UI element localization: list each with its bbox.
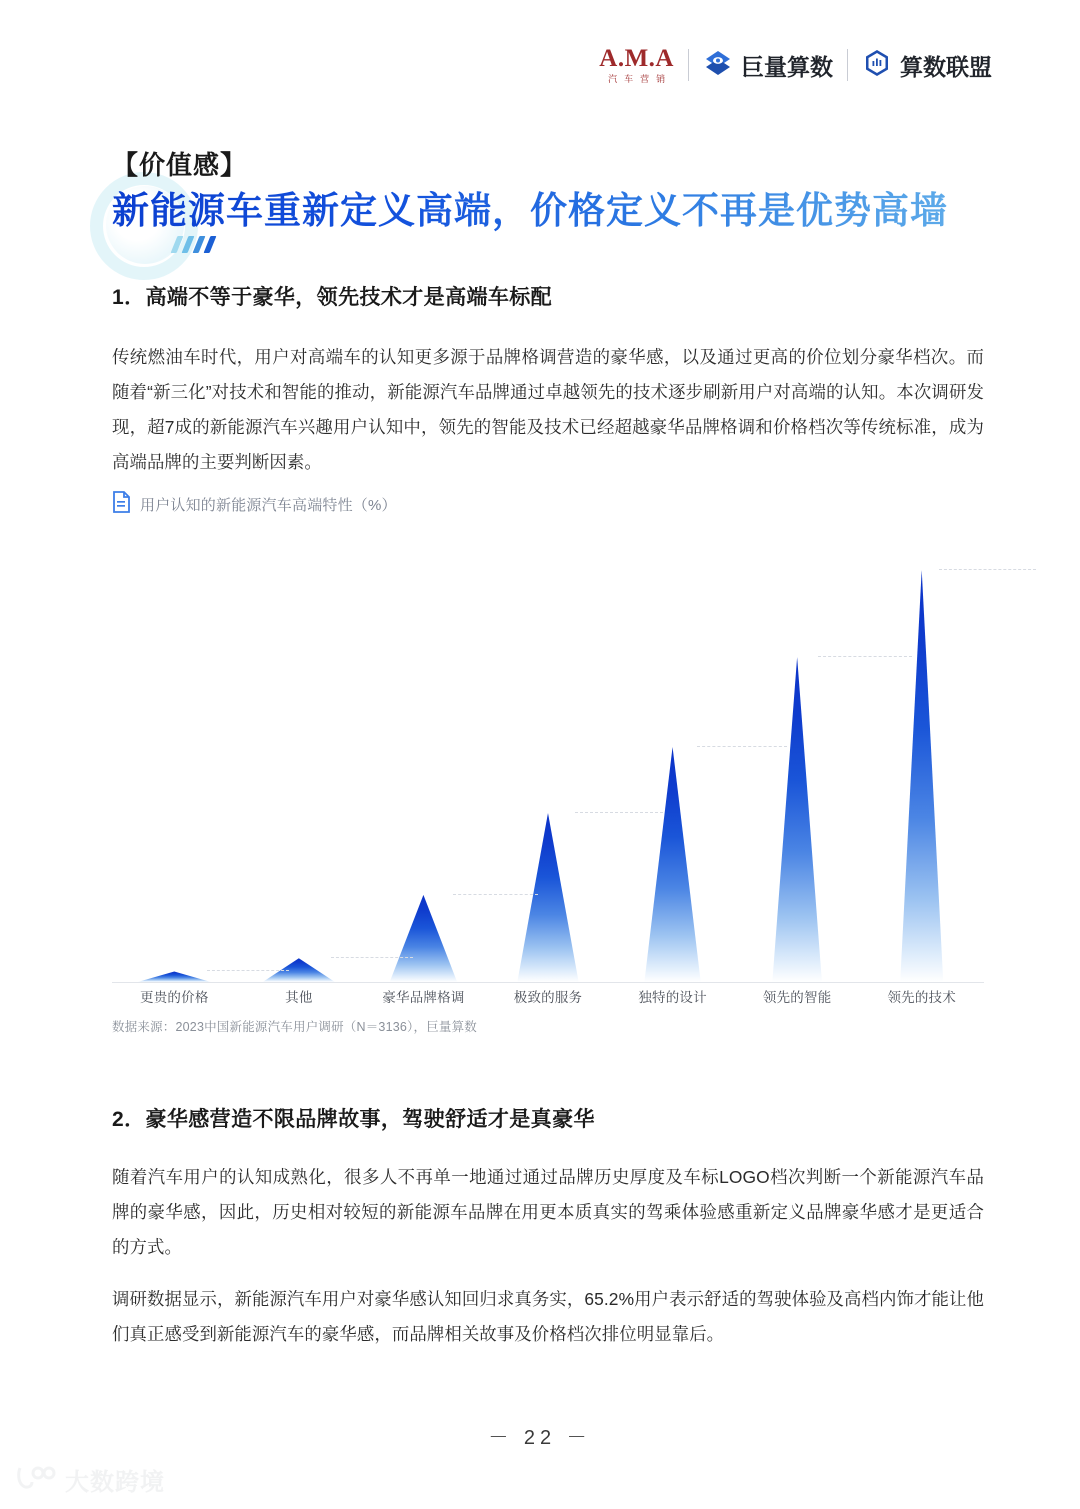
chart-x-axis-labels [112, 986, 984, 1010]
document-icon [112, 491, 131, 518]
logo-alliance-label: 算数联盟 [900, 53, 992, 80]
chart-x-label: 领先的智能 [762, 990, 832, 1005]
chart-baseline [112, 982, 984, 983]
logo-ama [599, 46, 674, 84]
title-block [112, 150, 1012, 254]
watermark-logo-icon [16, 1464, 56, 1495]
header-logos [599, 38, 992, 92]
logo-oceanengine [703, 48, 833, 83]
page-number: － 22 － [488, 1427, 592, 1449]
chart-spike [644, 747, 700, 982]
chart-spike [390, 895, 457, 982]
chart-leader-line [575, 812, 663, 813]
chart-source-note: 数据来源：2023中国新能源汽车用户调研（N＝3136），巨量算数 [112, 1020, 477, 1034]
chart-leader-line [331, 957, 413, 958]
high-end-attributes-chart [112, 528, 984, 983]
chart-spike [138, 971, 211, 982]
chart-x-label: 其他 [285, 990, 313, 1005]
logo-divider-1 [688, 49, 689, 81]
chart-x-label: 豪华品牌格调 [382, 990, 465, 1005]
chart-x-label: 极致的服务 [513, 990, 583, 1005]
alliance-hexagon-icon [862, 48, 892, 83]
logo-ama-subtitle: 汽车营销 [608, 74, 673, 84]
chart-x-label: 更贵的价格 [140, 990, 209, 1005]
chart-leader-line [939, 569, 1036, 570]
chart-x-label: 独特的设计 [638, 990, 707, 1005]
chart-spike [517, 813, 578, 982]
logo-oceanengine-label: 巨量算数 [741, 53, 833, 80]
section-2-paragraph-2: 调研数据显示，新能源汽车用户对豪华感认知回归求真务实，65.2%用户表示舒适的驾驶体验及高档内饰才能让他们真正感受到新能源汽车的豪华感，而品牌相关故事及价格档次排位明显靠后。 [112, 1289, 984, 1344]
section-1-paragraph-1: 传统燃油车时代，用户对高端车的认知更多源于品牌格调营造的豪华感，以及通过更高的价位划分豪华档次。而随着“新三化”对技术和智能的推动，新能源汽车品牌通过卓越领先的技术逐步刷新用户对高端的认知。本次调研发现，超7成的新能源汽车兴趣用户认知中，领先的智能及技术已经超越豪华品牌格调和价格档次等传统标准，成为高端品牌的主要判断因素。 [112, 347, 984, 472]
chart-leader-line [453, 894, 538, 895]
chart-leader-line [207, 970, 289, 971]
logo-alliance [862, 48, 992, 83]
page-title: 新能源车重新定义高端，价格定义不再是优势高墙 [112, 188, 1012, 234]
chart-caption-text: 用户认知的新能源汽车高端特性（%） [140, 497, 397, 514]
logo-divider-2 [847, 49, 848, 81]
oceanengine-diamond-icon [703, 48, 733, 83]
chart-x-label: 领先的技术 [887, 990, 956, 1005]
section-1-heading: 1．高端不等于豪华，领先技术才是高端车标配 [112, 286, 553, 309]
chart-leader-line [697, 746, 787, 747]
section-2-heading: 2．豪华感营造不限品牌故事，驾驶舒适才是真豪华 [112, 1108, 595, 1131]
section-2-paragraph-1: 随着汽车用户的认知成熟化，很多人不再单一地通过通过品牌历史厚度及车标LOGO档次判断一个新能源汽车品牌的豪华感，因此，历史相对较短的新能源车品牌在用更本质真实的驾乘体验感重新定义品牌豪华感才是更适合的方式。 [112, 1167, 984, 1257]
chart-spike [900, 570, 943, 982]
logo-ama-wordmark: A.M.A [599, 45, 674, 72]
chart-spike [772, 657, 822, 982]
watermark [16, 1462, 165, 1497]
title-kicker: 【价值感】 [112, 150, 248, 180]
watermark-text: 大数跨境 [65, 1469, 165, 1496]
chart-caption [112, 491, 397, 518]
chart-leader-line [818, 656, 912, 657]
title-slash-decoration [174, 236, 234, 254]
